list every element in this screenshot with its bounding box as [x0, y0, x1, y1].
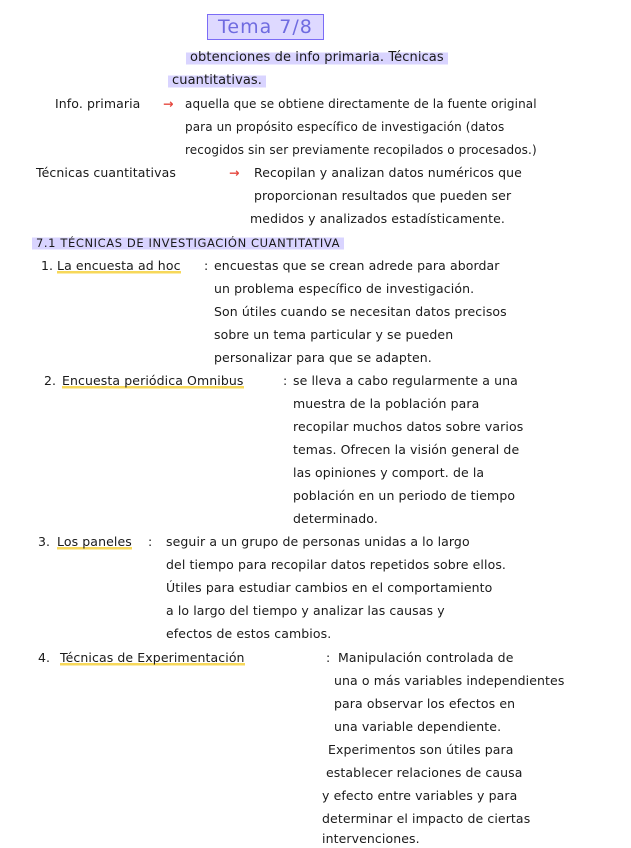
- item-line: determinado.: [293, 511, 378, 526]
- item-line: una variable dependiente.: [334, 719, 502, 734]
- subtitle-line-1: obtenciones de info primaria. Técnicas: [186, 50, 448, 66]
- item-line: para observar los efectos en: [334, 696, 516, 711]
- item-line: una o más variables independientes: [334, 673, 565, 688]
- item-line: efectos de estos cambios.: [166, 626, 332, 641]
- item-number: 2.: [44, 373, 57, 388]
- item-number: 3.: [38, 534, 51, 549]
- item-line: se lleva a cabo regularmente a una: [293, 373, 518, 388]
- item-line: Manipulación controlada de: [338, 650, 514, 665]
- item-line: seguir a un grupo de personas unidas a lo largo: [166, 534, 470, 549]
- colon: :: [283, 373, 288, 388]
- item-line: sobre un tema particular y se pueden: [214, 327, 454, 342]
- primary-line: aquella que se obtiene directamente de la fuente original: [185, 97, 537, 111]
- item-line: a lo largo del tiempo y analizar las causas y: [166, 603, 445, 618]
- item-line: Útiles para estudiar cambios en el comportamiento: [166, 580, 493, 595]
- item-term: Técnicas de Experimentación: [60, 650, 245, 665]
- item-term: Los paneles: [57, 534, 132, 549]
- primary-line: para un propósito específico de investigación (datos: [185, 120, 505, 134]
- item-number: 1.: [41, 258, 54, 273]
- item-number: 4.: [38, 650, 51, 665]
- quant-line: proporcionan resultados que pueden ser: [254, 188, 512, 203]
- arrow-icon: →: [229, 165, 240, 180]
- item-line: determinar el impacto de ciertas: [322, 811, 531, 826]
- item-line: encuestas que se crean adrede para abordar: [214, 258, 500, 273]
- item-line: intervenciones.: [322, 831, 420, 846]
- item-line: recopilar muchos datos sobre varios: [293, 419, 524, 434]
- arrow-icon: →: [163, 96, 174, 111]
- item-line: un problema específico de investigación.: [214, 281, 475, 296]
- page-title: Tema 7/8: [207, 14, 324, 40]
- subtitle-line-2: cuantitativas.: [168, 73, 266, 89]
- colon: :: [204, 258, 209, 273]
- item-line: y efecto entre variables y para: [322, 788, 518, 803]
- item-term: Encuesta periódica Omnibus: [62, 373, 244, 388]
- primary-line: recogidos sin ser previamente recopilados o procesados.): [185, 143, 537, 157]
- colon: :: [326, 650, 331, 665]
- quant-term: Técnicas cuantitativas: [36, 165, 176, 180]
- quant-line: medidos y analizados estadísticamente.: [250, 211, 505, 226]
- item-line: del tiempo para recopilar datos repetidos sobre ellos.: [166, 557, 507, 572]
- item-line: establecer relaciones de causa: [326, 765, 523, 780]
- item-line: personalizar para que se adapten.: [214, 350, 432, 365]
- colon: :: [148, 534, 153, 549]
- section-title: 7.1 TÉCNICAS DE INVESTIGACIÓN CUANTITATIVA: [32, 235, 344, 251]
- primary-term: Info. primaria: [55, 96, 141, 111]
- item-line: temas. Ofrecen la visión general de: [293, 442, 520, 457]
- item-term: La encuesta ad hoc: [57, 258, 181, 273]
- item-line: las opiniones y comport. de la: [293, 465, 485, 480]
- item-line: Son útiles cuando se necesitan datos precisos: [214, 304, 507, 319]
- quant-line: Recopilan y analizan datos numéricos que: [254, 165, 522, 180]
- item-line: muestra de la población para: [293, 396, 480, 411]
- item-line: Experimentos son útiles para: [328, 742, 514, 757]
- item-line: población en un periodo de tiempo: [293, 488, 516, 503]
